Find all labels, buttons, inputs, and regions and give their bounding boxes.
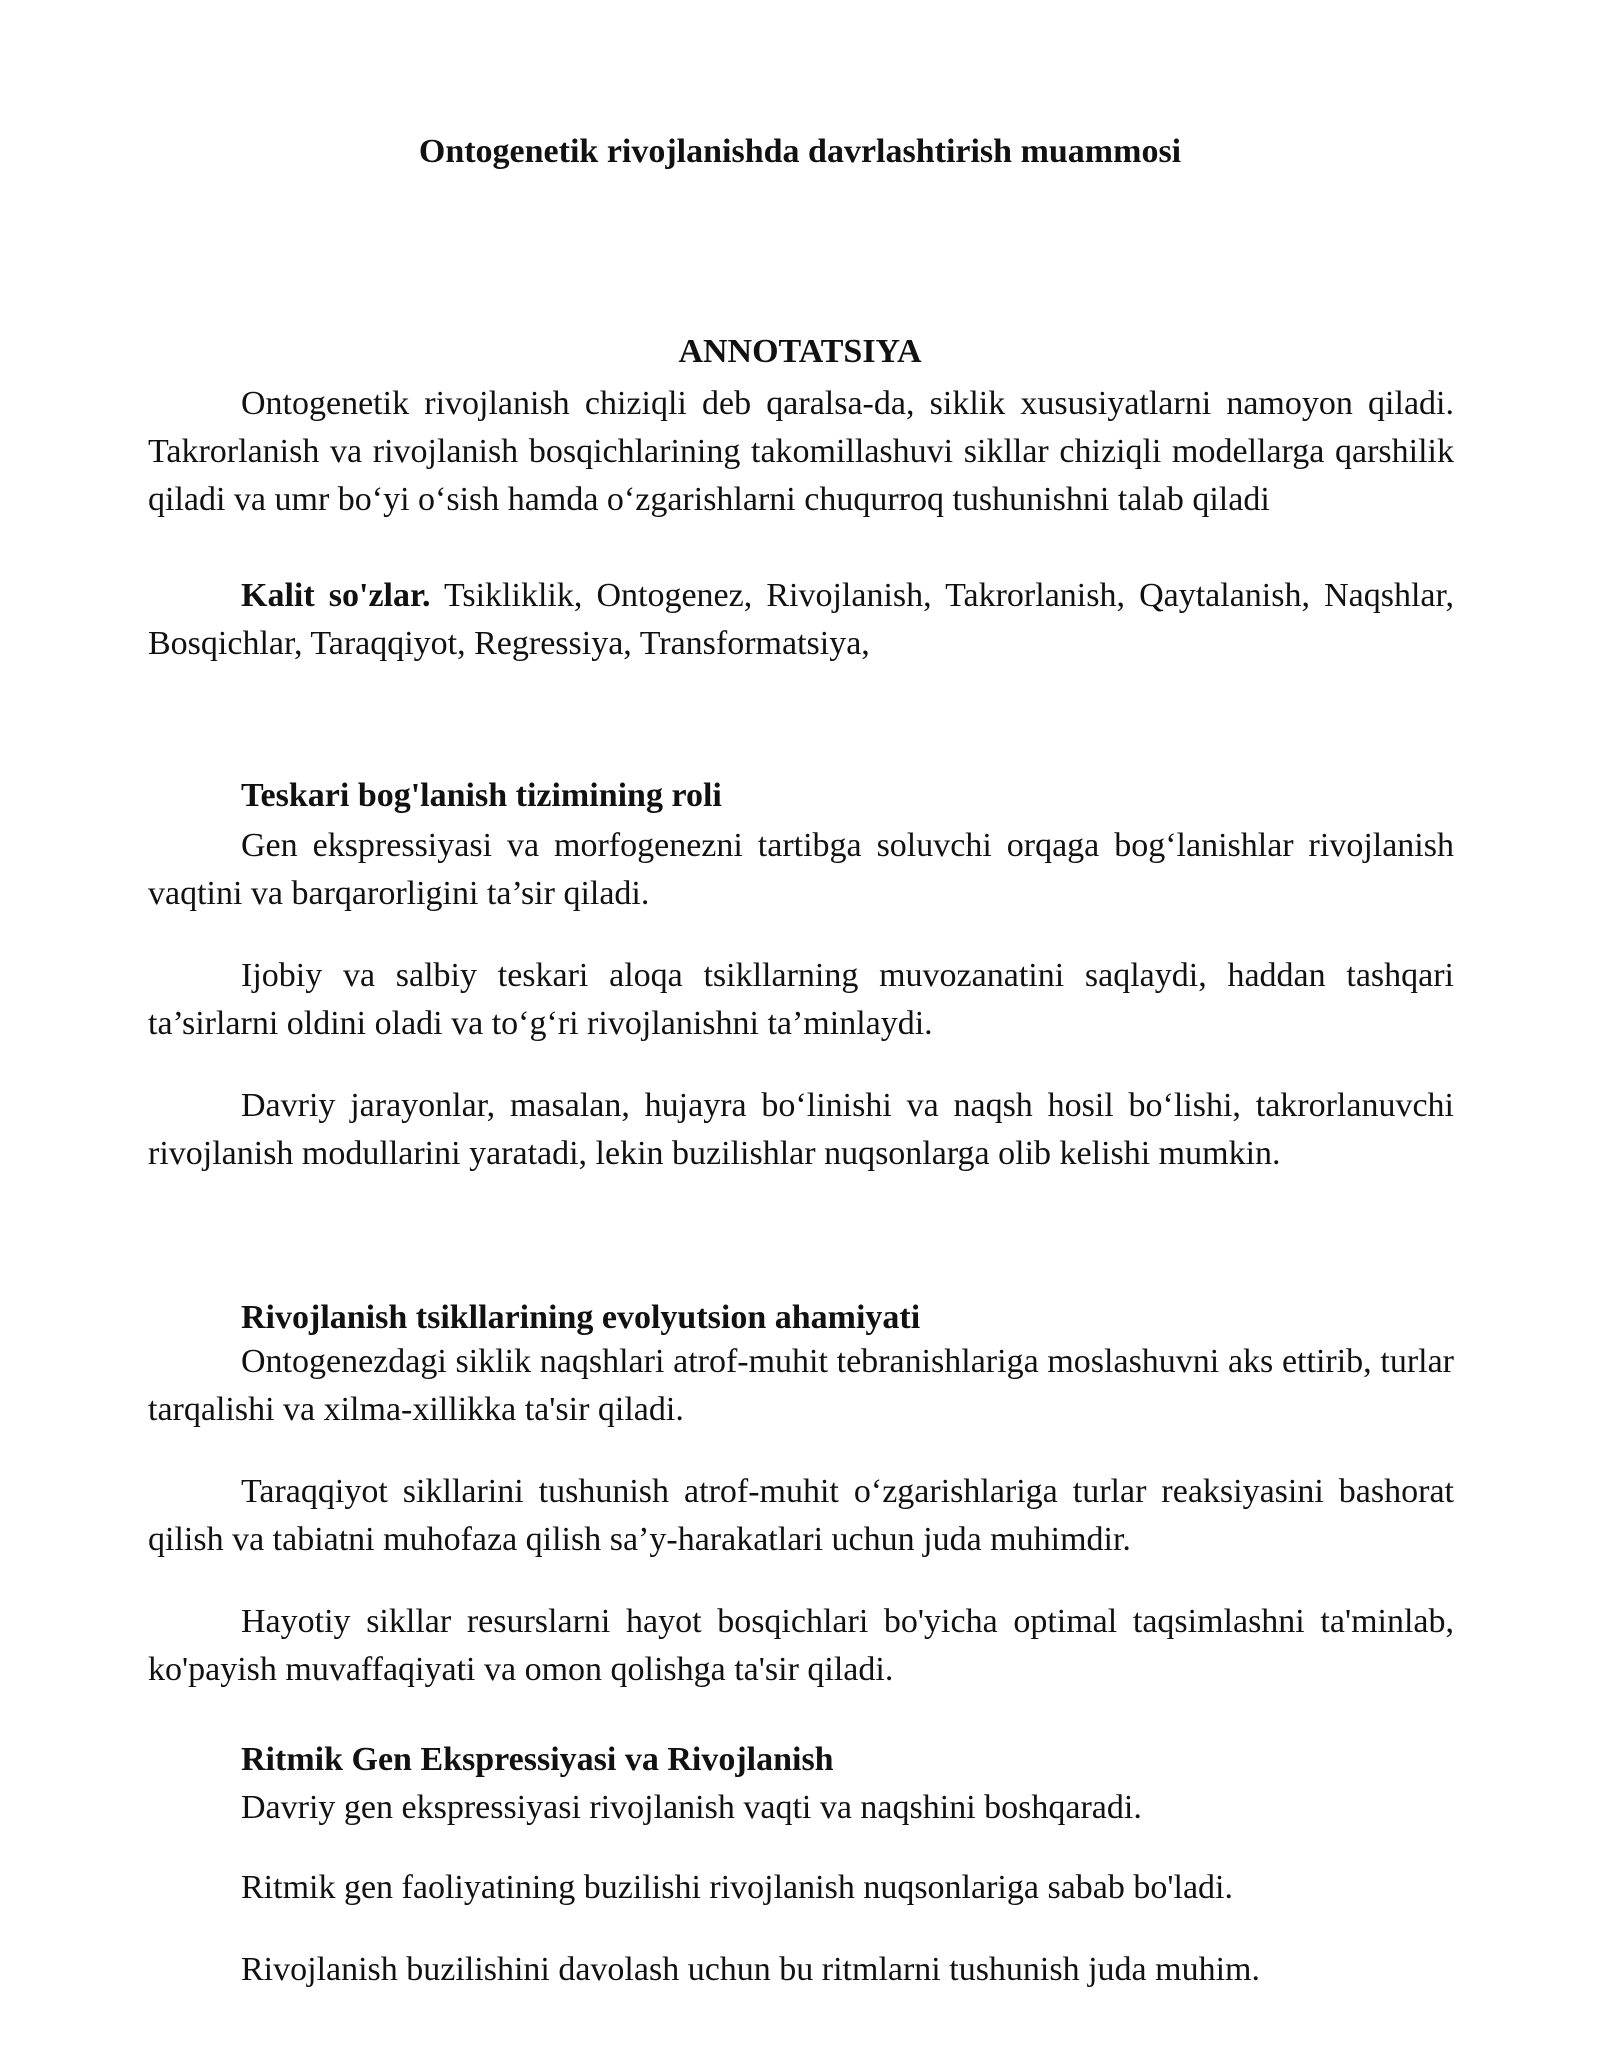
annotation-paragraph: Ontogenetik rivojlanish chiziqli deb qaralsa-da, siklik xususiyatlarni namoyon qiladi. Takrorlanish va rivojlanish bosqichlarining takomillashuvi sikllar chiziqli modellarga qarshilik qiladi va umr bo‘yi o‘sish hamda o‘zgarishlarni chuqurroq tushunishni talab qiladi <box>148 385 1454 518</box>
section-heading-evolution: Rivojlanish tsikllarining evolyutsion ahamiyati <box>241 1299 921 1336</box>
section-paragraph: Rivojlanish buzilishini davolash uchun bu ritmlarni tushunish juda muhim. <box>241 1951 1260 1988</box>
section-paragraph: Ijobiy va salbiy teskari aloqa tsikllarning muvozanatini saqlaydi, haddan tashqari ta’sirlarni oldini oladi va to‘g‘ri rivojlanishni ta’minlaydi. <box>148 957 1454 1042</box>
keywords-paragraph <box>148 572 1454 668</box>
section-paragraph: Ritmik gen faoliyatining buzilishi rivojlanish nuqsonlariga sabab bo'ladi. <box>241 1869 1233 1906</box>
annotation-heading: ANNOTATSIYA <box>678 333 922 370</box>
section-heading-feedback: Teskari bog'lanish tizimining roli <box>241 777 722 814</box>
section-paragraph: Hayotiy sikllar resurslarni hayot bosqichlari bo'yicha optimal taqsimlashni ta'minlab, ko'payish muvaffaqiyati va omon qolishga ta'sir qiladi. <box>148 1603 1454 1688</box>
section-paragraph: Ontogenezdagi siklik naqshlari atrof-muhit tebranishlariga moslashuvni aks ettirib, turlar tarqalishi va xilma-xillikka ta'sir qiladi. <box>148 1343 1454 1428</box>
section-paragraph: Davriy jarayonlar, masalan, hujayra bo‘linishi va naqsh hosil bo‘lishi, takrorlanuvchi rivojlanish modullarini yaratadi, lekin buzilishlar nuqsonlarga olib kelishi mumkin. <box>148 1087 1454 1172</box>
section-paragraph: Taraqqiyot sikllarini tushunish atrof-muhit o‘zgarishlariga turlar reaksiyasini bashorat qilish va tabiatni muhofaza qilish sa’y-harakatlari uchun juda muhimdir. <box>148 1473 1454 1558</box>
section-heading-rhythmic: Ritmik Gen Ekspressiyasi va Rivojlanish <box>241 1741 834 1778</box>
document-title: Ontogenetik rivojlanishda davrlashtirish muammosi <box>418 133 1182 170</box>
section-paragraph: Gen ekspressiyasi va morfogenezni tartibga soluvchi orqaga bog‘lanishlar rivojlanish vaqtini va barqarorligini ta’sir qiladi. <box>148 827 1454 912</box>
section-paragraph: Davriy gen ekspressiyasi rivojlanish vaqti va naqshini boshqaradi. <box>241 1789 1142 1826</box>
keywords-list: Tsikliklik, Ontogenez, Rivojlanish, Takrorlanish, Qaytalanish, Naqshlar, Bosqichlar, Taraqqiyot, Regressiya, Transformatsiya, <box>148 577 1454 662</box>
keywords-label: Kalit so'zlar. <box>241 577 431 614</box>
